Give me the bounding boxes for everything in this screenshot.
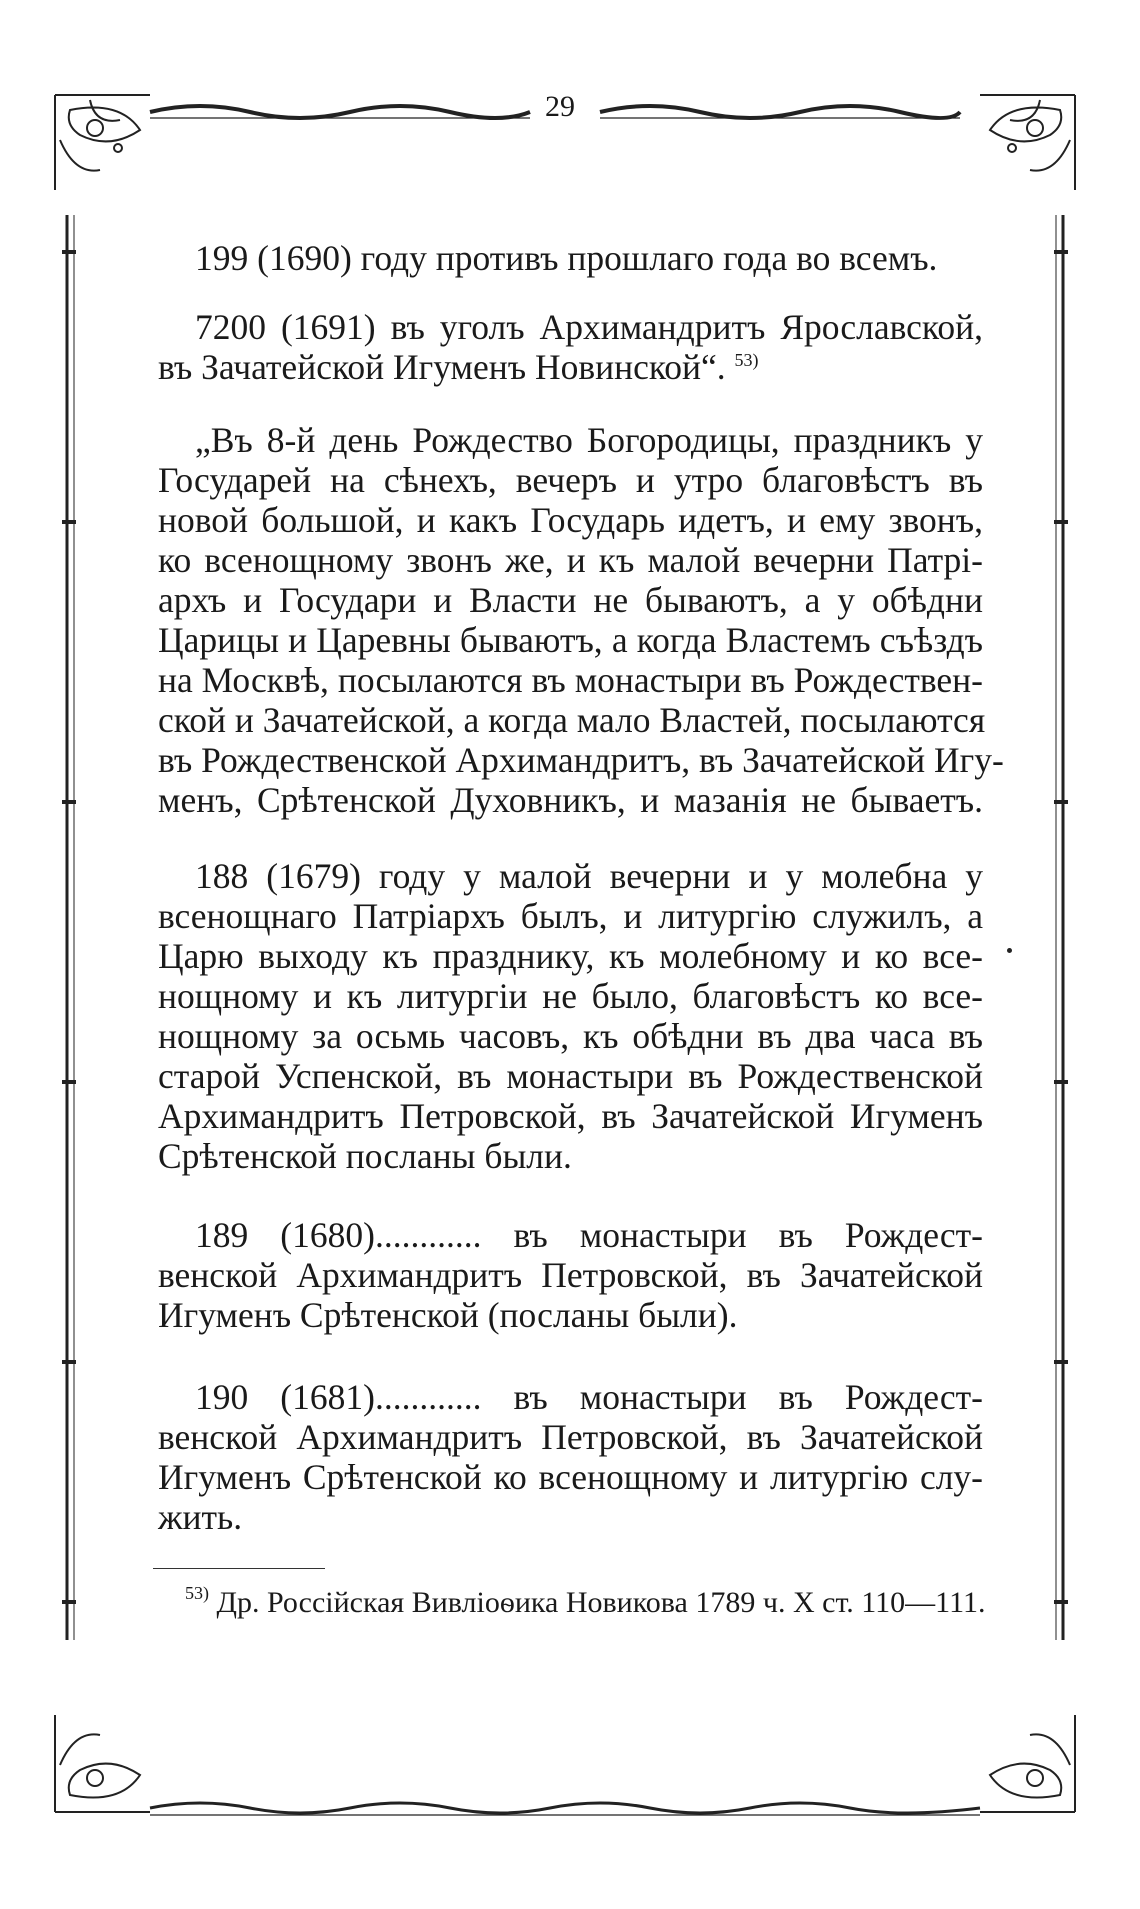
bottom-band (150, 1803, 980, 1813)
text-line: ской и Зачатейской, а когда мало Властей, посылаются (158, 700, 986, 740)
text-line: ко всенощному звонъ же, и къ малой вечерни Патрі- (158, 540, 983, 580)
text-line: венской Архимандритъ Петровской, въ Зачатейской (158, 1417, 983, 1457)
text-line: нощному и къ литургіи не было, благовѣстъ ко все- (158, 976, 983, 1016)
corner-bottom-right (980, 1715, 1075, 1812)
paragraph-3 (158, 420, 1004, 820)
corner-top-right (980, 95, 1075, 190)
text-line: венской Архимандритъ Петровской, въ Зачатейской (158, 1255, 983, 1295)
text-line: Срѣтенской посланы были. (158, 1136, 572, 1176)
text-line: 190 (1681)............ въ монастыри въ Рождест- (195, 1377, 983, 1417)
text-line: Архимандритъ Петровской, въ Зачатейской Игуменъ (158, 1096, 983, 1136)
corner-top-left (55, 95, 150, 190)
footnote-marker: 53) (185, 1583, 209, 1603)
text-line: Игуменъ Срѣтенской (посланы были). (158, 1295, 738, 1335)
print-speck (1007, 948, 1012, 953)
paragraph-2 (158, 307, 983, 387)
text-line: менъ, Срѣтенской Духовникъ, и мазанія не бываетъ. (158, 780, 983, 820)
text-line: архъ и Государи и Власти не бываютъ, а у обѣдни (158, 580, 983, 620)
text-line: въ Рождественской Архимандритъ, въ Зачатейской Игу- (158, 740, 1004, 780)
paragraph-5 (158, 1215, 983, 1335)
footnote (185, 1583, 986, 1621)
text-line: 7200 (1691) въ уголъ Архимандритъ Ярославской, (195, 307, 983, 347)
text-line: старой Успенской, въ монастыри въ Рождественской (158, 1056, 983, 1096)
text-line: Царю выходу къ празднику, къ молебному и ко все- (158, 936, 983, 976)
text-line: „Въ 8-й день Рождество Богородицы, праздникъ у (195, 420, 983, 460)
footnote-rule (153, 1568, 325, 1569)
page-number: 29 (545, 90, 575, 123)
top-band-left (150, 106, 530, 118)
text-line: Государей на сѣнехъ, вечеръ и утро благовѣстъ въ (158, 460, 983, 500)
text-line: нощному за осьмь часовъ, къ обѣдни въ два часа въ (158, 1016, 983, 1056)
text-line: на Москвѣ, посылаются въ монастыри въ Рождествен- (158, 660, 983, 700)
text-line: 199 (1690) году противъ прошлаго года во всемъ. (195, 238, 938, 278)
text-line: 189 (1680)............ въ монастыри въ Рождест- (195, 1215, 983, 1255)
paragraph-6 (158, 1377, 983, 1537)
footnote-ref: 53) (734, 350, 759, 370)
text-line: всенощнаго Патріархъ былъ, и литургію служилъ, а (158, 896, 983, 936)
text-line: Игуменъ Срѣтенской ко всенощному и литургію слу- (158, 1457, 983, 1497)
text-line: новой большой, и какъ Государь идетъ, и ему звонъ, (158, 500, 983, 540)
text-line: въ Зачатейской Игуменъ Новинской“. $^{53)}$ (158, 347, 759, 387)
text-line: Царицы и Царевны бываютъ, а когда Властемъ съѣздъ (158, 620, 983, 660)
text-line: жить. (158, 1497, 243, 1537)
text-line: 188 (1679) году у малой вечерни и у молебна у (195, 856, 983, 896)
corner-bottom-left (55, 1715, 150, 1812)
paragraph-1 (195, 238, 983, 278)
footnote-text: Др. Россійская Вивліоѳика Новикова 1789 ч. X ст. 110—111. (216, 1586, 986, 1619)
top-band-right (600, 106, 960, 118)
paragraph-4 (158, 856, 983, 1176)
